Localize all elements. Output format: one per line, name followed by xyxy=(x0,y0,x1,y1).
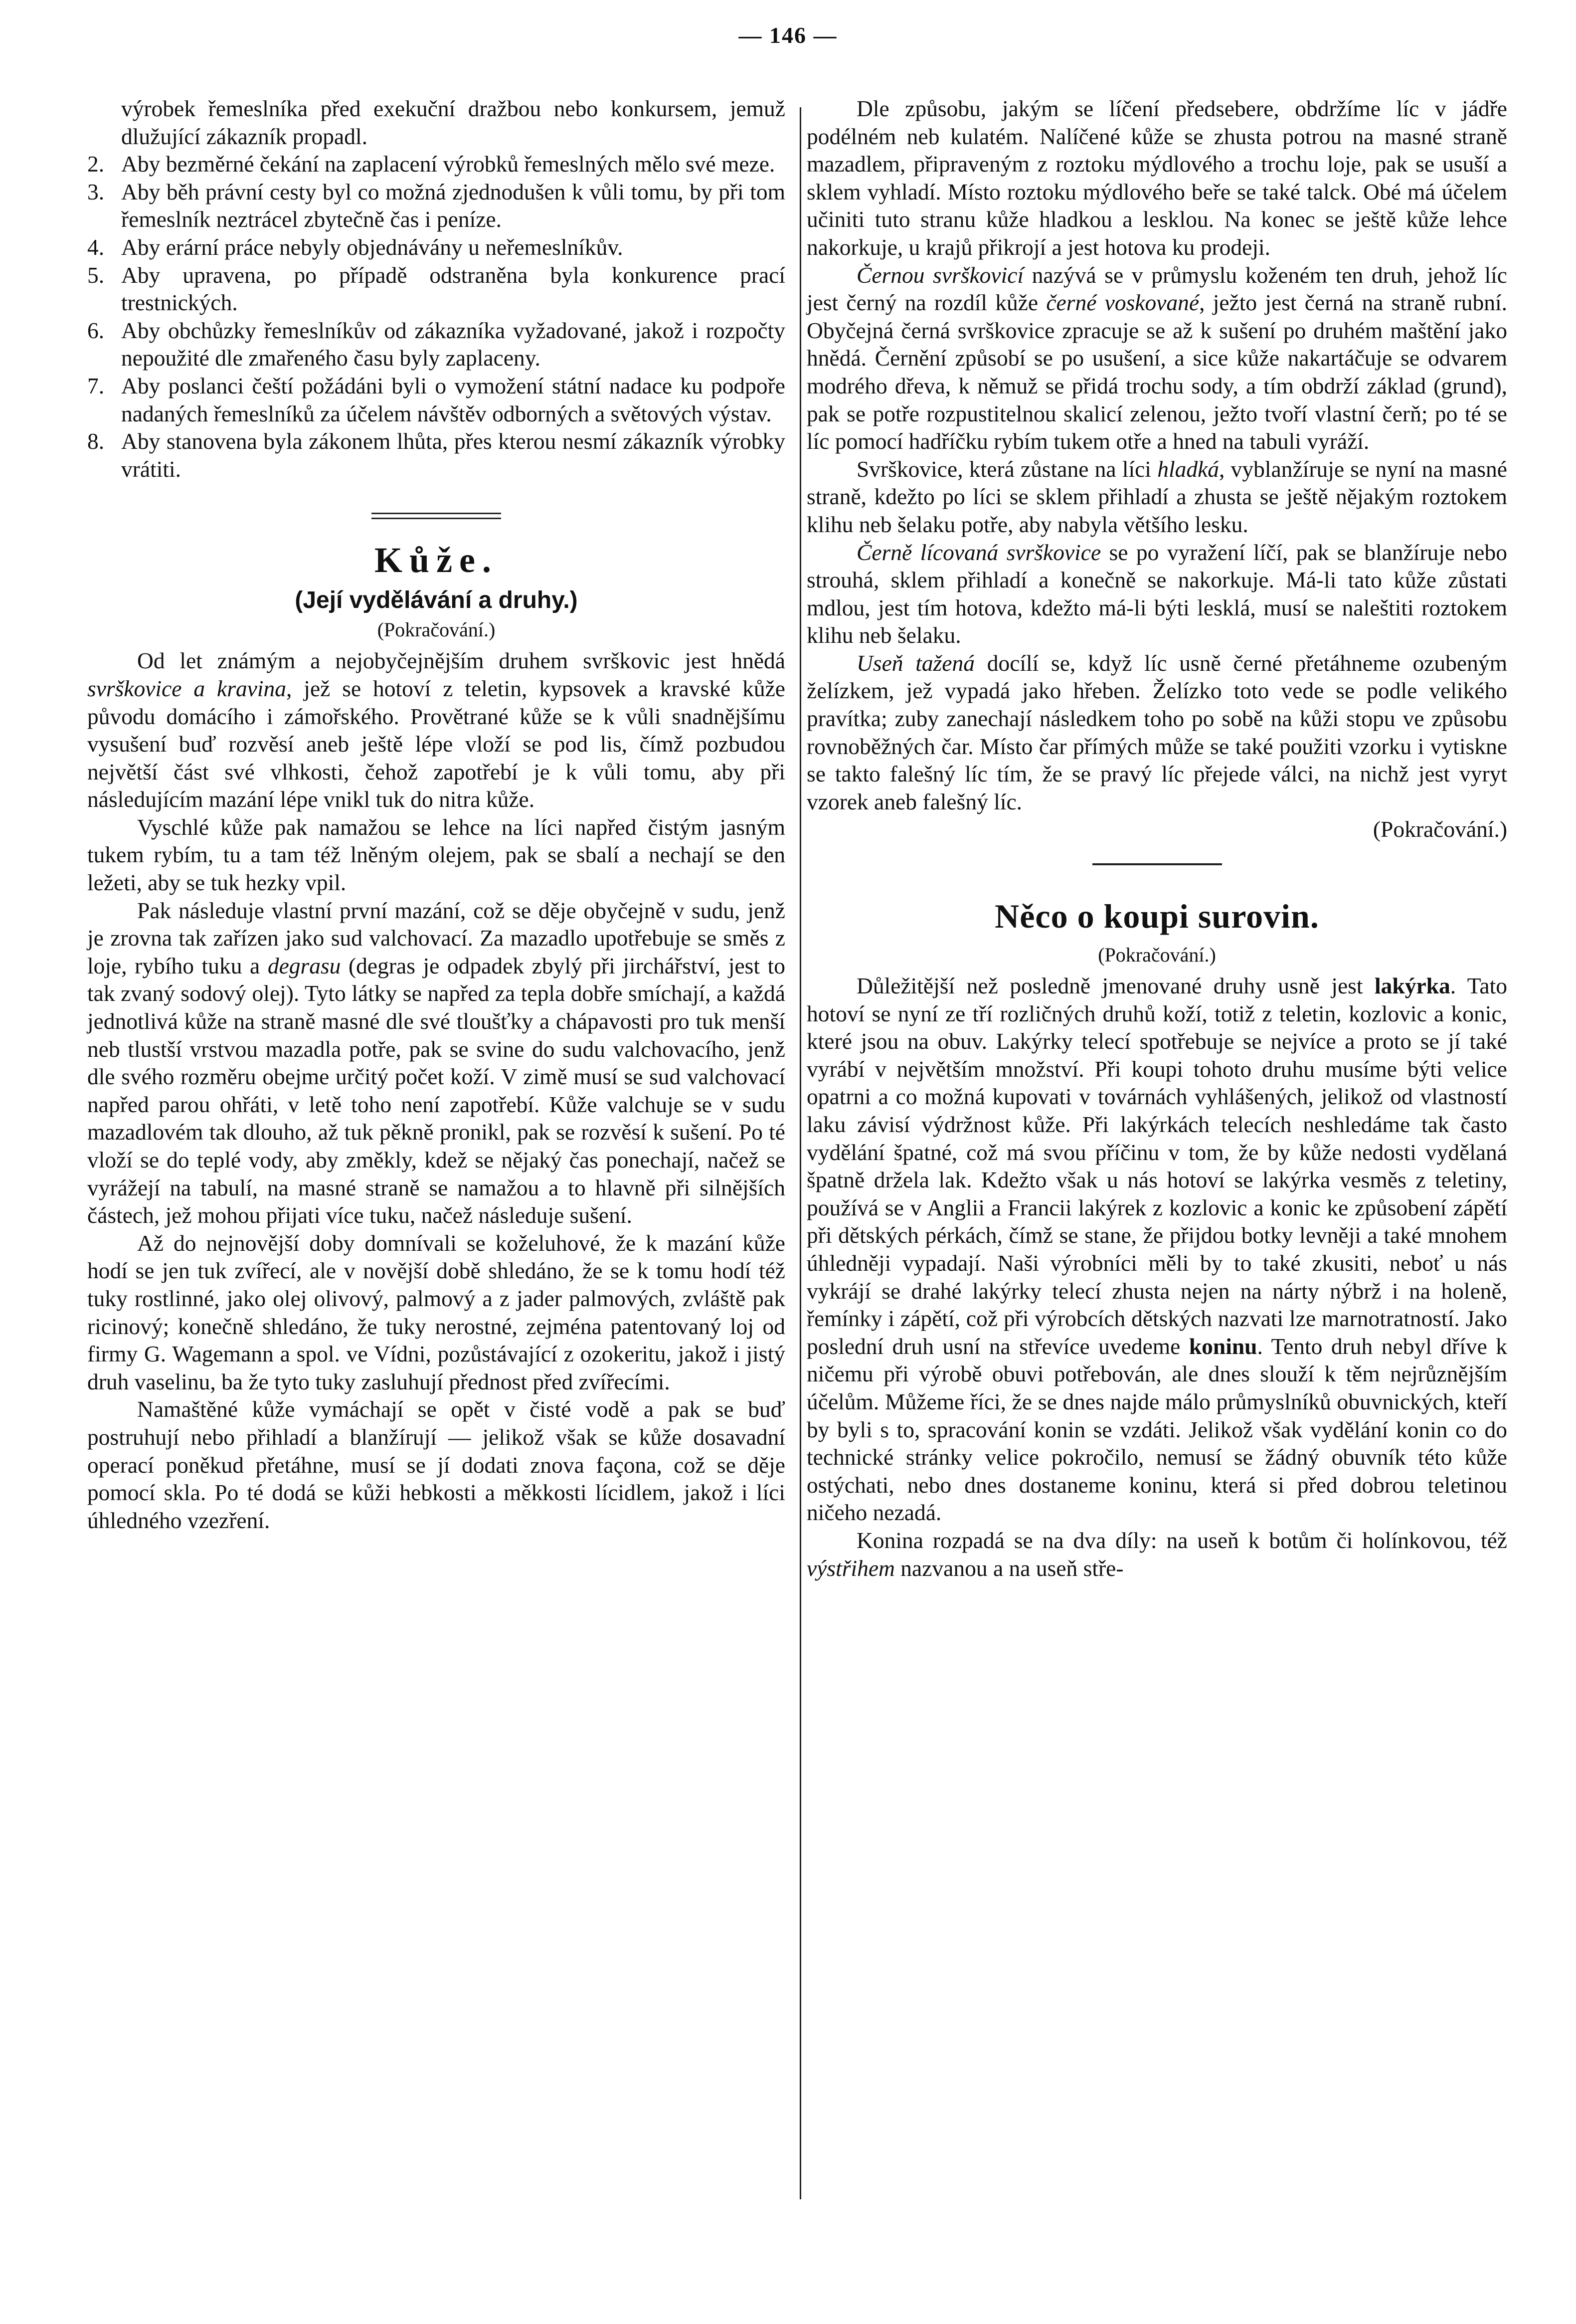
list-number: 2. xyxy=(87,151,105,177)
paragraph: Od let známým a nejobyčejnějším druhem svrškovic jest hnědá svrškovice a kravina, jež se hotoví z teletin, kypsovek a kravské kůže původu domácího i zámořského. Provětrané kůže se k vůli snadnějšímu vysušení buď rozvěsí aneb ještě lépe vloží se pod lis, čímž pozbudou největší část své vlhkosti, čehož zapotřebí je k vůli tomu, aby při následujícím mazání lépe vnikl tuk do nitra kůže. xyxy=(87,648,785,812)
list-number: 7. xyxy=(87,373,105,398)
paragraph: Až do nejnovější doby domnívali se koželuhové, že k mazání kůže hodí se jen tuk zvířecí, ale v novější době shledáno, že se k tomu hodí též tuky rostlinné, jako olej olivový, palmový a z jader palmových, zvláště pak ricinový; konečně shledáno, že tuky nerostné, zejména patentovaný loj od firmy G. Wagemann a spol. ve Vídni, pozůstávající z ozokeritu, jakož i jistý druh vaselinu, ba že tyto tuky zasluhují přednost před zvířecími. xyxy=(87,1230,785,1394)
continuation-note: (Pokračování.) xyxy=(377,618,496,641)
column-divider xyxy=(800,107,801,2199)
paragraph: Dle způsobu, jakým se líčení předsebere, obdržíme líc v jádře podélném neb kulatém. Nalíčené kůže se zhusta potrou na masné straně mazadlem, připraveným z roztoku mýdlového a trochu loje, pak se usuší a sklem vyhladí. Místo roztoku mýdlového beře se také talck. Obé má účelem učiniti tuto stranu kůže hladkou a lesklou. Na konec se ještě kůže lehce nakorkuje, u krajů přikrojí a jest hotova ku prodeji. xyxy=(807,96,1507,260)
section-divider xyxy=(371,513,501,519)
article-title: Kůže. xyxy=(374,540,498,581)
paragraph: Černě lícovaná svrškovice se po vyražení líčí, pak se blanžíruje nebo strouhá, sklem přihladí a konečně se nakorkuje. Má-li tato kůže zůstati mdlou, jest tím hotova, kdežto má-li býti lesklá, musí se naleštiti roztokem klihu neb šelaku. xyxy=(807,539,1507,648)
list-text: Aby erární práce nebyly objednávány u neřemeslníkův. xyxy=(121,234,623,260)
list-number: 4. xyxy=(87,234,105,260)
paragraph: Useň tažená docílí se, když líc usně černé přetáhneme ozubeným želízkem, jež vypadá jako hřeben. Želízko toto vede se podle velikého pravítka; zuby zanechají následkem toho po sobě na kůži stopu ve způsobu rovnoběžných čar. Místo čar přímých může se také použiti vzorku i vytiskne se takto falešný líc tím, že se pravý líc přejede válci, na nichž jest vyryt vzorek aneb falešný líc. xyxy=(807,650,1507,814)
list-text: Aby upravena, po případě odstraněna byla konkurence prací trestnických. xyxy=(121,262,785,316)
list-number: 6. xyxy=(87,317,105,343)
left-column xyxy=(87,95,785,1534)
continuation-note: (Pokračování.) xyxy=(1098,944,1216,967)
list-item xyxy=(87,427,785,483)
section-divider xyxy=(1092,863,1222,865)
paragraph: Konina rozpadá se na dva díly: na useň k botům či holínkovou, též výstřihem nazvanou a na useň stře- xyxy=(807,1527,1507,1581)
bold-term: lakýrka xyxy=(1375,973,1450,999)
paragraph: Svrškovice, která zůstane na líci hladká, vyblanžíruje se nyní na masné straně, kdežto po líci se sklem přihladí a zhusta se ještě nějakým roztokem klihu neb šelaku potře, aby nabyla většího lesku. xyxy=(807,456,1507,537)
paragraph: Namaštěné kůže vymáchají se opět v čisté vodě a pak se buď postruhují nebo přihladí a blanžírují — jelikož však se kůže dosavadní operací poněkud přetáhne, musí se jí dodati znova façona, což se děje pomocí skla. Po té dodá se kůži hebkosti a měkkosti lícidlem, jakož i líci úhledného vzezření. xyxy=(87,1396,785,1533)
paragraph: Důležitější než posledně jmenované druhy usně jest lakýrka. Tato hotoví se nyní ze tří rozličných druhů koží, totiž z teletin, kozlovic a konic, které jsou na obuv. Lakýrky telecí spotřebuje se nejvíce a proto se jí také vyrábí v největším množství. Při koupi tohoto druhu musíme býti velice opatrni a co možná kupovati v továrnách vyhlášených, jelikož od vlastností laku závisí výdržnost kůže. Při lakýrkách telecích neshledáme tak často vydělání špatné, což má svou příčinu v tom, že by kůže nedosti vydělaná špatně držela lak. Kdežto však u nás hotoví se lakýrka vesměs z teletiny, používá se v Anglii a Francii lakýrek z kozlovic a konic ke způsobení zápětí při dětských pérkách, čímž se stane, že přijdou botky levněji a také mnohem úhledněji vypadají. Naši výrobníci měli by to také zkusiti, neboť u nás vykrájí se drahé lakýrky telecí zhusta nejen na nárty nýbrž i na holeně, řemínky i zápětí, což při výrobcích dětských nazvati lze marnotratností. Jako poslední druh usní na střevíce uvedeme koninu. Tento druh nebyl dříve k ničemu při výrobě obuvi potřebován, ale dnes slouží k těm nejrůznějším účelům. Můžeme říci, že se dnes najde málo průmyslníků obuvnických, kteří by byli s to, spracování konin se vzdáti. Jelikož však vydělání konin co do technické stránky velice pokročilo, nemusí se žádný obuvník této kůže ostýchati, nebo dnes dostaneme koninu, která si před dobrou teletinou ničeho nezadá. xyxy=(807,973,1507,1526)
list-item xyxy=(87,150,785,178)
list-number: 3. xyxy=(87,179,105,204)
paragraph: Černou svrškovicí nazývá se v průmyslu koženém ten druh, jehož líc jest černý na rozdíl kůže černé voskované, ježto jest černá na straně rubní. Obyčejná černá svrškovice zpracuje se až k sušení po druhém maštění jako hnědá. Černění způsobí se po usušení, a sice kůže nakartáčuje se odvarem modrého dřeva, k němuž se přidá trochu sody, a tím obdrží základ (grund), pak se potře rozpustitelnou skalicí zelenou, ježto tvoří vlastní čerň; po té se líc pomocí hadříčku rybím tukem otře a hned na tabuli vyráží. xyxy=(807,262,1507,454)
paragraph: Pak následuje vlastní první mazání, což se děje obyčejně v sudu, jenž je zrovna tak zařízen jako sud valchovací. Za mazadlo upotřebuje se směs z loje, rybího tuku a degrasu (degras je odpadek zbylý při jirchářství, jest to tak zvaný sodový olej). Tyto látky se napřed za tepla dobře smíchají, a každá jednotlivá kůže na straně masné dle své tloušťky a chápavosti pro tuk menší neb tlustší vrstvou mazadla potře, pak se svine do sudu valchovacího, jenž dle svého rozměru obejme určitý počet koží. V zimě musí se sud valchovací napřed parou ohřáti, v letě toho není zapotřebí. Kůže valchuje se v sudu mazadlovém tak dlouho, až tuk pěkně pronikl, pak se rozvěsí k sušení. Po té vloží se do teplé vody, aby změkly, kdež se nějaký čas ponechají, načež se vyrážejí na tabulí, na masné straně se namažou a to hlavně při silnějších částech, jež mohou přijati více tuku, načež následuje sušení. xyxy=(87,897,785,1228)
page-number: — 146 — xyxy=(738,22,838,48)
list-item xyxy=(87,233,785,261)
paragraph: Vyschlé kůže pak namažou se lehce na líci napřed čistým jasným tukem rybím, tu a tam též lněným olejem, pak se sbalí a nechají se den ležeti, aby se tuk hezky vpil. xyxy=(87,814,785,896)
list-text: Aby běh právní cesty byl co možná zjednodušen k vůli tomu, by při tom řemeslník neztrácel zbytečně čas i peníze. xyxy=(121,179,785,232)
list-text: Aby poslanci čeští požádáni byli o vymožení státní nadace ku podpoře nadaných řemeslníků za účelem návštěv odborných a světových výstav. xyxy=(121,373,785,426)
bold-term: koninu xyxy=(1189,1333,1257,1359)
list-number: 5. xyxy=(87,262,105,288)
list-text: Aby bezměrné čekání na zaplacení výrobků řemeslných mělo své meze. xyxy=(121,151,775,177)
list-item xyxy=(87,317,785,372)
article-subtitle: (Její vydělávání a druhy.) xyxy=(295,587,578,614)
italic-term: degrasu xyxy=(267,953,341,978)
list-item-continuation: výrobek řemeslníka před exekuční dražbou nebo konkursem, jemuž dlužující zákazník propadl. xyxy=(121,96,785,149)
list-number: 8. xyxy=(87,428,105,454)
italic-term: Useň tažená xyxy=(857,650,975,676)
italic-term: hladká xyxy=(1157,456,1220,482)
italic-term: výstřihem xyxy=(807,1555,895,1581)
italic-term: Černou svrškovicí xyxy=(857,262,1024,288)
italic-term: černé voskované xyxy=(1046,290,1200,316)
continuation-note: (Pokračování.) xyxy=(1373,816,1507,842)
right-column xyxy=(807,95,1507,1582)
italic-term: Černě lícovaná svrškovice xyxy=(857,539,1101,565)
list-text: Aby obchůzky řemeslníkův od zákazníka vyžadované, jakož i rozpočty nepoužité dle zmařeného času byly zaplaceny. xyxy=(121,317,785,371)
list-item xyxy=(87,261,785,317)
italic-term: svrškovice a kravina xyxy=(87,675,287,701)
article-title: Něco o koupi surovin. xyxy=(995,897,1319,936)
list-item xyxy=(87,372,785,427)
list-text: Aby stanovena byla zákonem lhůta, přes kterou nesmí zákazník výrobky vrátiti. xyxy=(121,428,785,482)
list-item xyxy=(87,178,785,233)
